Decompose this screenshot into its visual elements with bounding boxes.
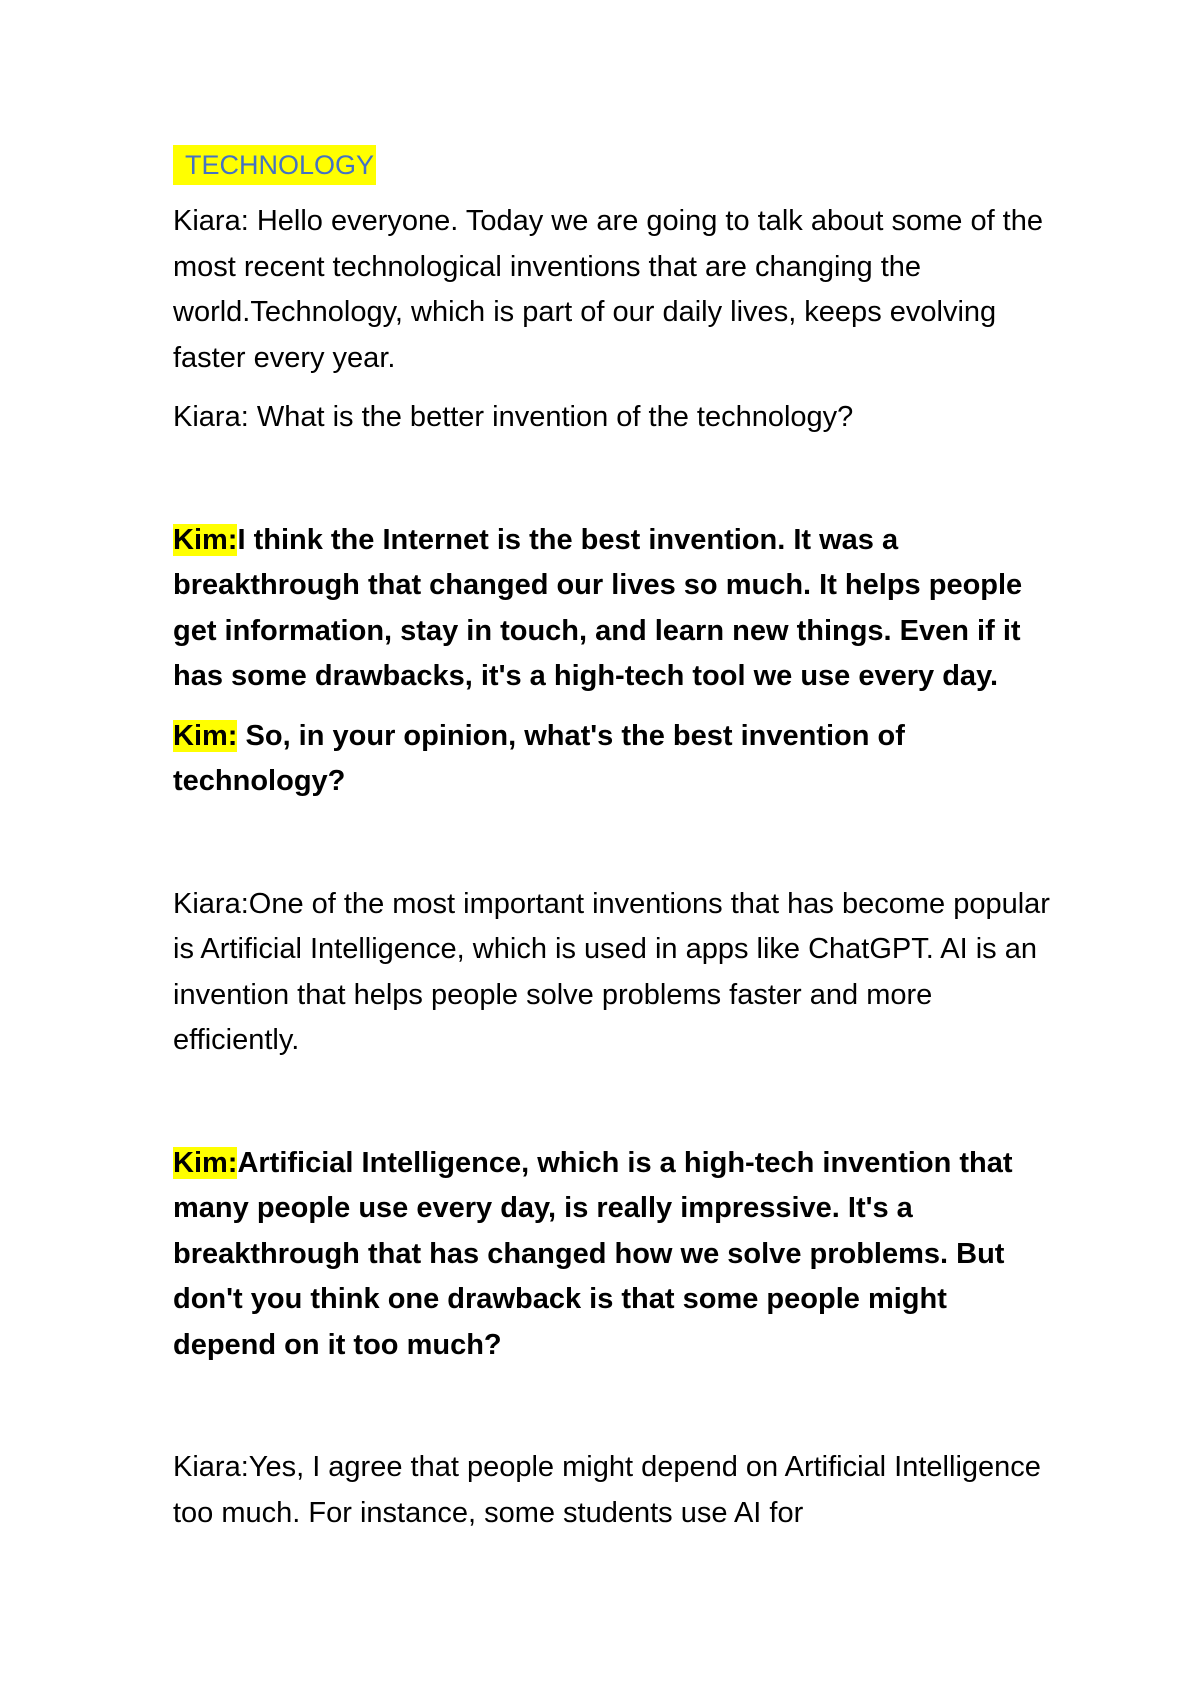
paragraph-text: What is the better invention of the technology? [248,401,854,433]
paragraph-text: Artificial Intelligence, which is a high-tech invention that many people use every day, is really impressive. It's a breakthrough that has changed how we solve problems. But don't you think one drawback is that some people might depend on it too much? [173,1146,1013,1361]
paragraph-text: So, in your opinion, what's the best invention of technology? [173,719,905,797]
speaker-label: Kiara: [173,887,249,920]
title-line [173,145,1053,185]
paragraph-text: Hello everyone. Today we are going to talk about some of the most recent technological inventions that are changing the world.Technology, which is part of our daily lives, keeps evolving faster every year. [173,205,1043,374]
paragraph-kim-ai [173,1141,1053,1369]
speaker-label: Kiara: [173,401,249,433]
paragraph-kim-question [173,714,1053,805]
document-title: TECHNOLOGY [173,145,376,185]
paragraph-text: I think the Internet is the best invention. It was a breakthrough that changed our lives so much. It helps people get information, stay in touch, and learn new things. Even if it has some drawbacks, it's a high-tech tool we use every day. [173,523,1023,692]
paragraph-kiara-agree [173,1445,1053,1536]
document-body [173,145,1053,1536]
speaker-label: Kiara: [173,205,249,237]
speaker-label-highlighted: Kim: [173,1146,238,1179]
speaker-label-highlighted: Kim: [173,523,238,556]
speaker-label: Kiara: [173,1451,249,1483]
paragraph-kim-internet [173,518,1053,700]
paragraph-text: Yes, I agree that people might depend on Artificial Intelligence too much. For instance, some students use AI for [173,1451,1041,1529]
speaker-label-highlighted: Kim: [173,719,238,752]
paragraph-kiara-ai [173,882,1053,1064]
paragraph-kiara-intro [173,199,1053,381]
paragraph-text: One of the most important inventions that has become popular is Artificial Intelligence, which is used in apps like ChatGPT. AI is an invention that helps people solve problems faster and more efficiently. [173,887,1050,1056]
paragraph-kiara-question [173,395,1053,441]
